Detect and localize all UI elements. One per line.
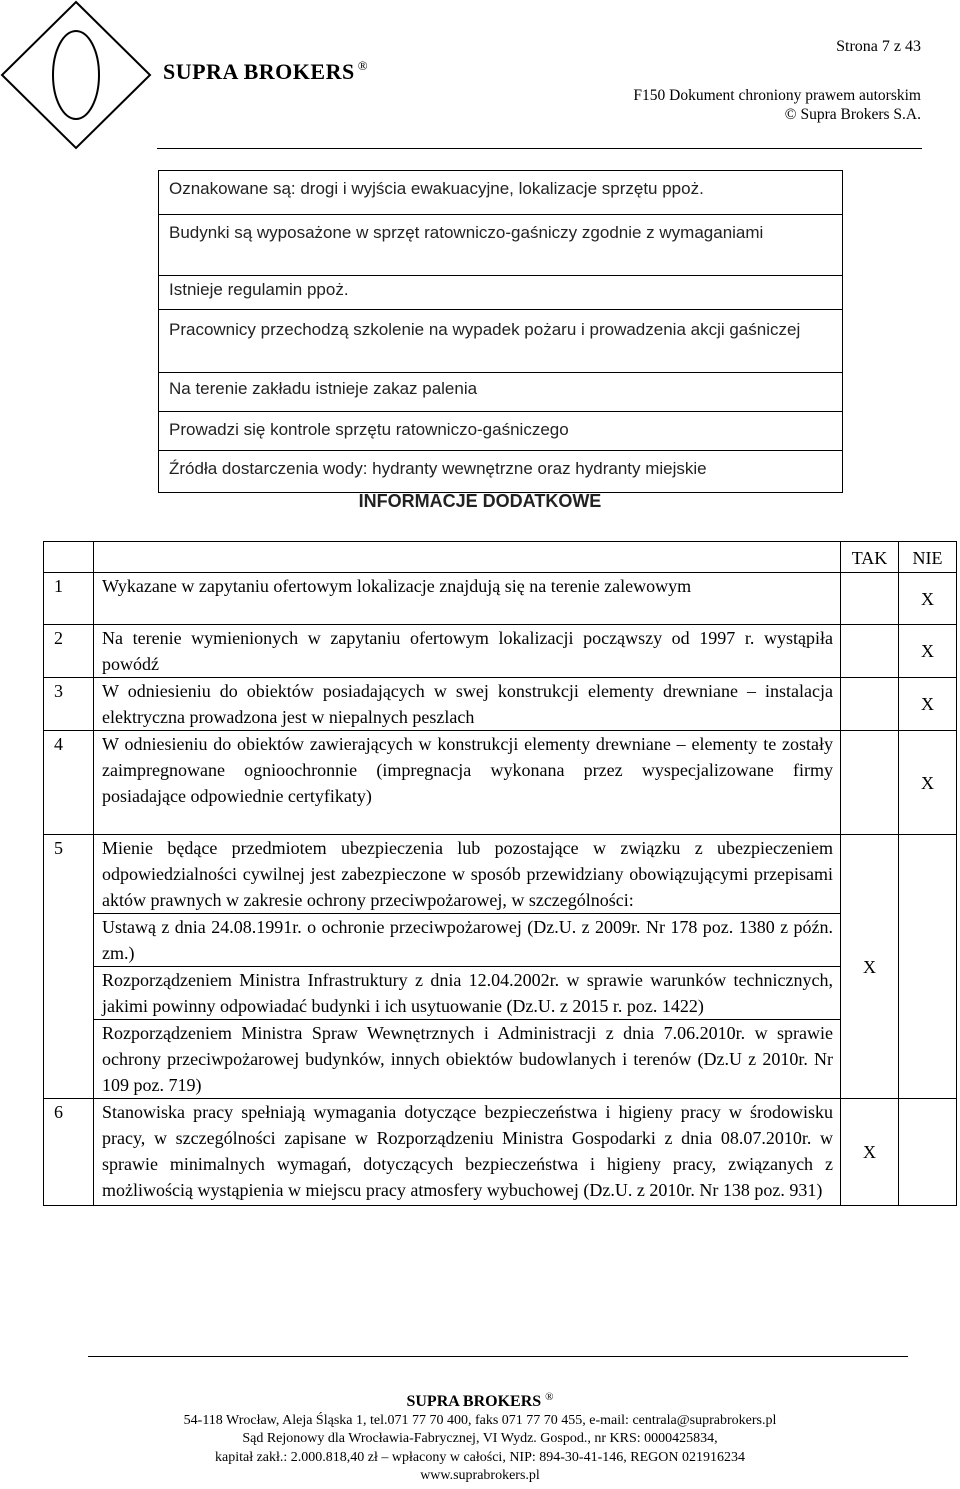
- footer-address: 54-118 Wrocław, Aleja Śląska 1, tel.071 77 70 400, faks 071 77 70 455, e-mail: centrala@suprabrokers.pl: [183, 1412, 777, 1428]
- column-header-tak: TAK: [841, 542, 899, 573]
- row-number: 6: [44, 1099, 94, 1206]
- header-cell-num: [44, 542, 94, 573]
- fire-safety-item: Budynki są wyposażone w sprzęt ratowniczo-gaśniczy zgodnie z wymaganiami: [159, 215, 843, 276]
- row-text: Mienie będące przedmiotem ubezpieczenia lub pozostające w związku z ubezpieczeniem odpowiedzialności cywilnej jest zabezpieczone w sposób przewidziany obowiązującymi przepisami aktów prawnych w zakresie ochrony przeciwpożarowej, w szczególności:: [94, 835, 840, 914]
- row-tak-mark: [841, 573, 899, 625]
- row-nie-mark: X: [899, 625, 957, 678]
- fire-safety-item: Istnieje regulamin ppoż.: [159, 276, 843, 310]
- table-header-row: [44, 542, 957, 573]
- row-nie-mark: X: [899, 573, 957, 625]
- row-tak-mark: X: [841, 1099, 899, 1206]
- regulation-item: Rozporządzeniem Ministra Spraw Wewnętrznych i Administracji z dnia 7.06.2010r. w sprawie ochrony przeciwpożarowej budynków, innych obiektów budowlanych i terenów (Dz.U z 2010r. Nr 109 poz. 719): [102, 1023, 833, 1095]
- row-tak-mark: [841, 731, 899, 835]
- table-row: [44, 835, 957, 1099]
- document-notice: [633, 86, 921, 124]
- regulation-item: Rozporządzeniem Ministra Infrastruktury z dnia 12.04.2002r. w sprawie warunków technicznych, jakimi powinny odpowiadać budynki i ich usytuowanie (Dz.U. z 2015 r. poz. 1422): [94, 967, 840, 1020]
- row-text: W odniesieniu do obiektów posiadających w swej konstrukcji elementy drewniane – instalacja elektryczna prowadzona jest w niepalnych peszlach: [94, 678, 841, 731]
- page-number: Strona 7 z 43: [836, 38, 921, 55]
- table-row: [159, 215, 843, 276]
- regulation-item: Ustawą z dnia 24.08.1991r. o ochronie przeciwpożarowej (Dz.U. z 2009r. Nr 178 poz. 1380 z późn. zm.): [94, 914, 840, 967]
- row-text: Wykazane w zapytaniu ofertowym lokalizacje znajdują się na terenie zalewowym: [94, 573, 841, 625]
- header-cell-text: [94, 542, 841, 573]
- table-row: [159, 451, 843, 493]
- fire-safety-item: Prowadzi się kontrole sprzętu ratowniczo-gaśniczego: [159, 412, 843, 451]
- row-text: W odniesieniu do obiektów zawierających w konstrukcji elementy drewniane – elementy te zostały zaimpregnowane ognioochronnie (impregnacja wykonana przez wyspecjalizowane firmy posiadające odpowiednie certyfikaty): [94, 731, 841, 835]
- row-number: 1: [44, 573, 94, 625]
- table-row: [159, 310, 843, 373]
- row-tak-mark: [841, 625, 899, 678]
- fire-safety-item: Na terenie zakładu istnieje zakaz palenia: [159, 373, 843, 412]
- document-line: F150 Dokument chroniony prawem autorskim: [633, 87, 921, 104]
- footer-website: www.suprabrokers.pl: [420, 1468, 540, 1483]
- row-nie-mark: [899, 1099, 957, 1206]
- row-tak-mark: X: [841, 835, 899, 1099]
- table-row: [44, 573, 957, 625]
- footer-court: Sąd Rejonowy dla Wrocławia-Fabrycznej, VI Wydz. Gospod., nr KRS: 0000425834,: [242, 1431, 718, 1446]
- footer-capital: kapitał zakł.: 2.000.818,40 zł – wpłacony w całości, NIP: 894-30-41-146, REGON 021916234: [215, 1449, 745, 1465]
- table-row: [44, 731, 957, 835]
- row-tak-mark: [841, 678, 899, 731]
- row-text-compound: [94, 835, 841, 1099]
- company-logo: [0, 0, 160, 150]
- copyright-line: © Supra Brokers S.A.: [784, 106, 921, 123]
- table-row: [159, 412, 843, 451]
- table-row: [159, 276, 843, 310]
- table-row: [159, 373, 843, 412]
- row-number: 3: [44, 678, 94, 731]
- fire-safety-table: [158, 170, 843, 493]
- row-text: Stanowiska pracy spełniają wymagania dotyczące bezpieczeństwa i higieny pracy w środowisku pracy, w szczególności zapisane w Rozporządzeniu Ministra Gospodarki z dnia 08.07.2010r. w sprawie minimalnych wymagań, dotyczących bezpieczeństwa i higieny pracy, związanych z możliwością wystąpienia w miejscu pracy atmosfery wybuchowej (Dz.U. z 2010r. Nr 138 poz. 931): [94, 1099, 841, 1206]
- footer-divider: [88, 1356, 908, 1357]
- row-text: Na terenie wymienionych w zapytaniu ofertowym lokalizacji począwszy od 1997 r. wystąpiła powódź: [94, 625, 841, 678]
- row-nie-mark: [899, 835, 957, 1099]
- row-number: 4: [44, 731, 94, 835]
- column-header-nie: NIE: [899, 542, 957, 573]
- row-number: 2: [44, 625, 94, 678]
- footer-brand: SUPRA BROKERS ®: [406, 1391, 554, 1410]
- table-row: [159, 171, 843, 215]
- table-row: [44, 678, 957, 731]
- additional-info-table: [43, 541, 957, 1206]
- fire-safety-item: Pracownicy przechodzą szkolenie na wypadek pożaru i prowadzenia akcji gaśniczej: [159, 310, 843, 373]
- row-nie-mark: X: [899, 731, 957, 835]
- table-row: [44, 625, 957, 678]
- footer: [0, 1388, 960, 1486]
- header-divider: [157, 148, 922, 149]
- row-nie-mark: X: [899, 678, 957, 731]
- table-row: [44, 1099, 957, 1206]
- section-title: INFORMACJE DODATKOWE: [358, 491, 602, 511]
- brand-name: SUPRA BROKERS ®: [163, 58, 369, 84]
- fire-safety-item: Źródła dostarczenia wody: hydranty wewnętrzne oraz hydranty miejskie: [159, 451, 843, 493]
- fire-safety-item: Oznakowane są: drogi i wyjścia ewakuacyjne, lokalizacje sprzętu ppoż.: [159, 171, 843, 215]
- row-number: 5: [44, 835, 94, 1099]
